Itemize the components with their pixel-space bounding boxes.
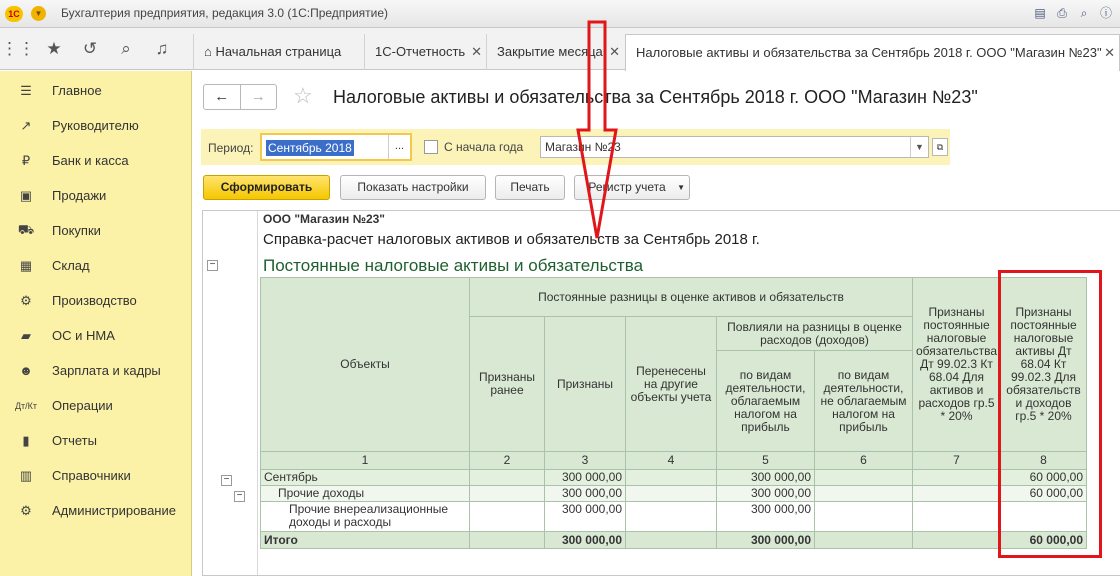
bell-icon[interactable]: ♫ bbox=[155, 39, 169, 58]
organization-select[interactable] bbox=[540, 136, 929, 158]
factory-icon: ⚙ bbox=[20, 292, 32, 308]
ruble-icon: ₽ bbox=[21, 152, 31, 168]
sidebar-item-assets[interactable]: ▰ ОС и НМА bbox=[0, 318, 192, 353]
register-button[interactable]: Регистр учета ▼ bbox=[574, 175, 690, 200]
sidebar-item-reports[interactable]: ▮ Отчеты bbox=[0, 423, 192, 458]
table-total-row[interactable]: Итого 300 000,00 300 000,00 60 000,00 bbox=[261, 532, 1087, 549]
search-icon[interactable]: ⌕ bbox=[121, 39, 131, 58]
show-settings-button[interactable]: Показать настройки bbox=[340, 175, 486, 200]
cart-icon: ⛟ bbox=[17, 221, 35, 237]
forward-arrow-icon[interactable]: → bbox=[250, 88, 266, 105]
report-area[interactable] bbox=[202, 210, 1120, 576]
table-row[interactable]: Сентябрь 300 000,00 300 000,00 60 000,00 bbox=[261, 470, 1087, 486]
highlight-box bbox=[998, 270, 1102, 558]
sidebar-item-purchases[interactable]: ⛟ Покупки bbox=[0, 213, 192, 248]
collapse-icon[interactable]: − bbox=[234, 491, 245, 502]
header-recognized-before: Признаны ранее bbox=[470, 317, 545, 452]
report-table bbox=[260, 277, 1087, 549]
favorite-star-icon[interactable]: ☆ bbox=[293, 83, 313, 108]
people-icon: ☻ bbox=[19, 363, 33, 378]
page-title: Налоговые активы и обязательства за Сентябрь 2018 г. ООО "Магазин №23" bbox=[333, 87, 978, 107]
header-perm-diff: Постоянные разницы в оценке активов и обязательств bbox=[470, 278, 913, 317]
apps-grid-icon[interactable]: ⋮⋮ bbox=[1, 39, 35, 58]
tab-tax-assets[interactable]: Налоговые активы и обязательства за Сентябрь 2018 г. ООО "Магазин №23" ✕ bbox=[625, 34, 1120, 71]
header-transferred: Перенесены на другие объекты учета bbox=[626, 317, 717, 452]
home-icon: ⌂ bbox=[204, 44, 216, 59]
col-number: 4 bbox=[626, 452, 717, 470]
gear-icon: ⚙ bbox=[20, 502, 32, 518]
table-row[interactable]: Прочие доходы 300 000,00 300 000,00 60 000,00 bbox=[261, 486, 1087, 502]
sidebar-item-bank[interactable]: ₽ Банк и касса bbox=[0, 143, 192, 178]
sidebar-item-warehouse[interactable]: ▦ Склад bbox=[0, 248, 192, 283]
generate-button[interactable]: Сформировать bbox=[203, 175, 330, 200]
warehouse-icon: ▦ bbox=[19, 257, 33, 273]
info-icon[interactable]: ⓘ bbox=[1099, 6, 1112, 20]
sidebar-item-directories[interactable]: ▥ Справочники bbox=[0, 458, 192, 493]
nav-buttons bbox=[203, 84, 277, 110]
col-number: 2 bbox=[470, 452, 545, 470]
from-year-checkbox[interactable] bbox=[424, 140, 438, 154]
close-icon[interactable]: ✕ bbox=[609, 44, 620, 59]
header-taxable: по видам деятельности, облагаемым налогом на прибыль bbox=[717, 351, 815, 452]
sidebar-item-main[interactable]: ☰ Главное bbox=[0, 73, 192, 108]
chevron-down-icon: ▼ bbox=[677, 183, 685, 192]
title-bar bbox=[0, 0, 1120, 28]
col-number: 5 bbox=[717, 452, 815, 470]
header-assets: Признаны постоянные налоговые активы Дт 68.04 Кт 99.02.3 Для обязательств и доходов гр.5 * 20% bbox=[1001, 278, 1087, 452]
sidebar-item-manager[interactable]: ↗ Руководителю bbox=[0, 108, 192, 143]
header-non-taxable: по видам деятельности, не облагаемым налогом на прибыль bbox=[815, 351, 913, 452]
tab-reporting[interactable]: 1С-Отчетность ✕ bbox=[364, 34, 486, 70]
report-title: Справка-расчет налоговых активов и обязательств за Сентябрь 2018 г. bbox=[263, 231, 760, 248]
sidebar-item-operations[interactable]: Дт/Кт Операции bbox=[0, 388, 192, 423]
header-liabilities: Признаны постоянные налоговые обязательства Дт 99.02.3 Кт 68.04 Для активов и расходов гр.5 * 20% bbox=[913, 278, 1001, 452]
header-recognized: Признаны bbox=[545, 317, 626, 452]
chevron-down-icon[interactable]: ▼ bbox=[910, 137, 928, 157]
sidebar bbox=[0, 71, 192, 576]
from-year-label: С начала года bbox=[444, 140, 524, 154]
favorites-star-icon[interactable]: ★ bbox=[46, 39, 62, 58]
period-label: Период: bbox=[208, 141, 254, 155]
header-affected: Повлияли на разницы в оценке расходов (доходов) bbox=[717, 317, 913, 351]
book-icon: ▥ bbox=[19, 467, 33, 483]
close-icon[interactable]: ✕ bbox=[471, 44, 482, 59]
app-logo: 1С bbox=[5, 6, 23, 22]
tab-home[interactable]: ⌂ Начальная страница bbox=[193, 34, 364, 70]
close-icon[interactable]: ✕ bbox=[1104, 45, 1115, 60]
open-organization-icon[interactable]: ⧉ bbox=[932, 138, 948, 156]
save-icon[interactable]: ▤ bbox=[1034, 6, 1046, 20]
period-select-button[interactable]: ... bbox=[388, 135, 410, 159]
print-button[interactable]: Печать bbox=[495, 175, 565, 200]
debit-credit-icon: Дт/Кт bbox=[14, 400, 38, 411]
history-icon[interactable]: ↺ bbox=[82, 39, 98, 58]
shopping-bag-icon: ▣ bbox=[19, 187, 33, 203]
sidebar-item-production[interactable]: ⚙ Производство bbox=[0, 283, 192, 318]
period-value: Сентябрь 2018 bbox=[268, 141, 352, 155]
collapse-icon[interactable]: − bbox=[221, 475, 232, 486]
table-row[interactable]: Прочие внереализационные доходы и расходы 300 000,00 300 000,00 bbox=[261, 502, 1087, 532]
col-number: 6 bbox=[815, 452, 913, 470]
period-input[interactable] bbox=[260, 133, 412, 161]
main-menu-button[interactable]: ▼ bbox=[31, 6, 46, 21]
col-number: 8 bbox=[1001, 452, 1087, 470]
header-objects: Объекты bbox=[261, 278, 470, 452]
sidebar-item-admin[interactable]: ⚙ Администрирование bbox=[0, 493, 192, 528]
report-section-title: Постоянные налоговые активы и обязательства bbox=[263, 256, 644, 275]
tab-month-close[interactable]: Закрытие месяца ✕ bbox=[486, 34, 624, 70]
print-icon[interactable]: ⎙ bbox=[1057, 6, 1067, 20]
tab-bar bbox=[0, 28, 1120, 70]
organization-value: Магазин №23 bbox=[545, 140, 621, 154]
preview-icon[interactable]: ⌕ bbox=[1080, 6, 1088, 20]
collapse-icon[interactable]: − bbox=[207, 260, 218, 271]
chart-icon: ↗ bbox=[20, 117, 32, 133]
menu-icon: ☰ bbox=[20, 82, 32, 98]
report-org: ООО "Магазин №23" bbox=[263, 212, 385, 226]
col-number: 3 bbox=[545, 452, 626, 470]
app-title: Бухгалтерия предприятия, редакция 3.0 (1С:Предприятие) bbox=[61, 6, 389, 20]
col-number: 1 bbox=[261, 452, 470, 470]
back-arrow-icon[interactable]: ← bbox=[204, 85, 241, 109]
asset-icon: ▰ bbox=[21, 327, 31, 343]
report-icon: ▮ bbox=[22, 432, 30, 448]
sidebar-item-sales[interactable]: ▣ Продажи bbox=[0, 178, 192, 213]
sidebar-item-payroll[interactable]: ☻ Зарплата и кадры bbox=[0, 353, 192, 388]
col-number: 7 bbox=[913, 452, 1001, 470]
